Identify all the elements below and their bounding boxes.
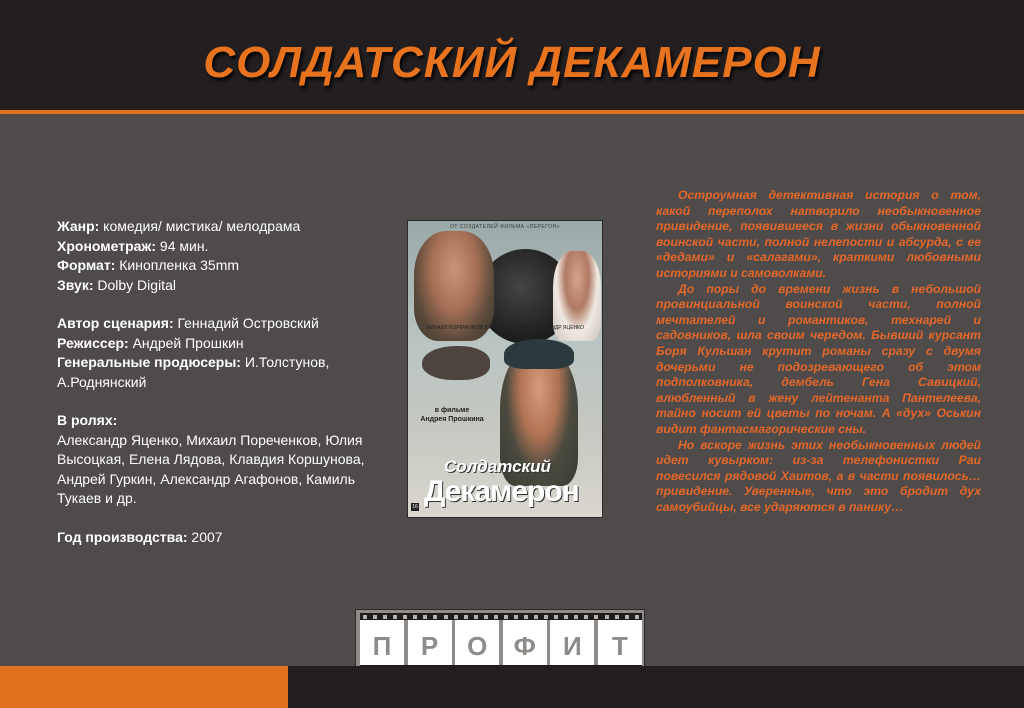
logo-wordmark <box>360 622 642 664</box>
poster-title-line2: Декамерон <box>424 475 579 508</box>
footer-dark-block <box>288 666 1024 708</box>
synopsis-paragraph: До поры до времени жизнь в небольшой провинциальной воинской части, полной мечтателей и романтиков, технарей и садовников, шла своим чередом. Бывший курсант Боря Кульшан крутит романы сразу с двумя дочерьми не подозревающего об этом подполковника, дембель Гена Савицкий, влюбленный в жену лейтенанта Пантелеева, тайно носит ей цветы по ночам. А «дух» Оськин видит фантасмагорические сны. <box>656 281 981 436</box>
year-row: Год производства: 2007 <box>57 528 223 545</box>
logo-letter: Р <box>420 630 439 661</box>
poster-credits: МИХАИЛ ПОРЕЧЕНКОВ ЮЛИЯ ВЫСОЦКАЯ АЛЕКСАНДР ЯЦЕНКО <box>426 325 584 331</box>
genre-row: Жанр: комедия/ мистика/ мелодрама <box>57 218 301 234</box>
tech-specs <box>57 217 377 295</box>
film-info <box>57 217 377 547</box>
poster-director: в фильме Андрея Прошкина <box>420 407 484 423</box>
cast-list: Александр Яценко, Михаил Пореченков, Юлия Высоцкая, Елена Лядова, Клавдия Коршунова, Андрей Гуркин, Александр Агафонов, Камиль Тукаев и др. <box>57 431 365 506</box>
logo-letter: Ф <box>513 630 536 661</box>
poster-title-line1: Солдатский <box>444 457 551 476</box>
director-row: Режиссер: Андрей Прошкин <box>57 334 244 351</box>
synopsis-paragraph: Остроумная детективная история о том, какой переполох натворило необыкновенное привидение, появившееся в жизни обыкновенной воинской части, полной нелепости и абсурда, с ее «дедами» и «салагами», краткими любовными историями и самоволками. <box>656 188 981 280</box>
logo-letter: П <box>372 630 392 661</box>
crew <box>57 314 377 392</box>
movie-poster <box>407 220 603 518</box>
logo-letter: Т <box>612 630 628 661</box>
producers-row: Генеральные продюсеры: И.Толстунов, А.Роднянский <box>57 354 330 390</box>
poster-tagline: ОТ СОЗДАТЕЛЕЙ ФИЛЬМА «ПЕРЕГОН» <box>450 224 560 230</box>
logo-letter: И <box>563 630 582 661</box>
logo-letter: О <box>467 630 488 661</box>
synopsis-paragraph: Но вскоре жизнь этих необыкновенных людей идет кувырком: из-за телефонистки Раи повесился рядовой Хаитов, а в части появилось… привидение. Уверенные, что это бродит дух самоубийцы, все ударяются в панику… <box>656 437 981 514</box>
synopsis <box>656 188 981 515</box>
writer-row: Автор сценария: Геннадий Островский <box>57 315 319 331</box>
sound-row: Звук: Dolby Digital <box>57 276 176 293</box>
poster-pig-figure <box>422 346 490 380</box>
footer-orange-block <box>0 666 288 708</box>
poster-cap <box>504 339 574 369</box>
poster-rating-badge: 16 <box>412 504 418 510</box>
cast-label: В ролях: <box>57 412 118 428</box>
runtime-row: Хронометраж: 94 мин. <box>57 237 209 254</box>
cast <box>57 411 377 509</box>
format-row: Формат: Кинопленка 35mm <box>57 257 240 273</box>
page-title: СОЛДАТСКИЙ ДЕКАМЕРОН <box>203 38 821 87</box>
